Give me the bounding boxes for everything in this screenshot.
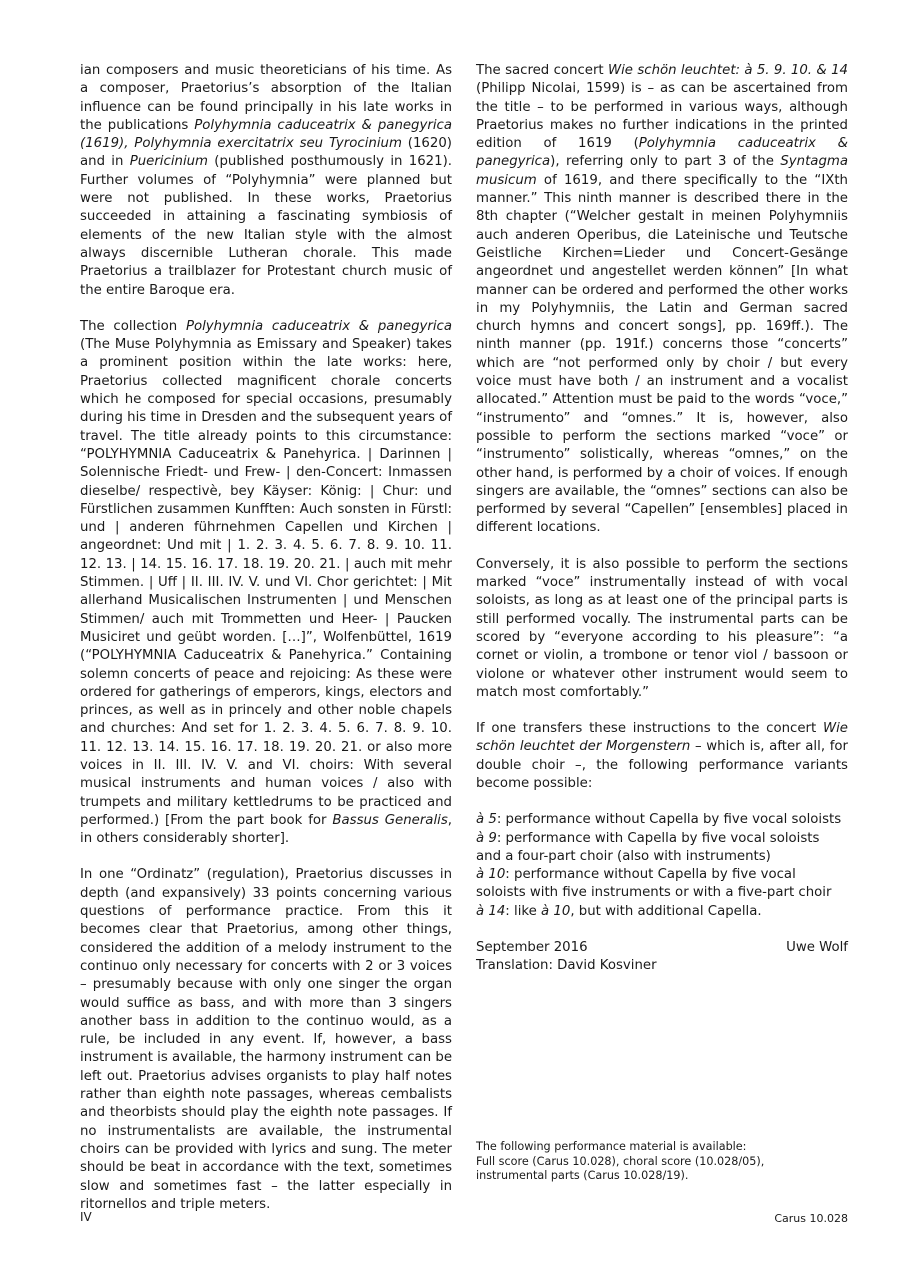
italic-text: Bassus Generalis (332, 812, 448, 828)
note-line: Full score (Carus 10.028), choral score (10.028/05), (476, 1154, 765, 1168)
text-run: The collection (80, 318, 186, 334)
text-run: In one “Ordinatz” (regulation), Praetorius discusses in depth (and expansively) 33 points concerning various questions of performance practice. From this it becomes clear that Praetorius, among other things, considered the addition of a melody instrument to the continuo only necessary for concerts with 2 or 3 voices – presumably because with only one singer the organ would suffice as bass, and with more than 3 singers another bass in addition to the continuo would, as a rule, be included in any event. If, however, a bass instrument is available, the harmony instrument can be left out. Praetorius advises organists to play half notes rather than eighth note passages, whereas cembalists and theorbists should play the eighth note passages. If no instrumentalists are available, the instrumental choirs can be provided with lyrics and sung. The meter should be beat in accordance with the text, sometimes slow and sometimes fast – the latter especially in ritornellos and triple meters. (80, 867, 452, 1212)
text-run: ian composers and music theoreticians of his time. As a composer, Praetorius’s absorption of the Italian influence can be found principally in his late works in the publications (80, 63, 452, 133)
text-run: , in others considerably shorter]. (80, 812, 453, 847)
date: September 2016 (476, 940, 588, 956)
text-run: – which is, after all, for double choir –, the following performance variants become possible: (476, 739, 848, 791)
italic-text: Syntagma musicum (476, 154, 848, 188)
catalog-number: Carus 10.028 (774, 1212, 848, 1225)
italic-text: Polyhymnia caduceatrix & panegyrica (185, 318, 452, 334)
text-run: : performance without Capella by five vocal soloists (496, 812, 842, 828)
italic-text: à 5 (476, 812, 497, 828)
note-line: instrumental parts (Carus 10.028/19). (476, 1169, 689, 1183)
paragraph (476, 556, 848, 702)
italic-text: à 9 (476, 830, 497, 846)
variant-item (476, 811, 848, 829)
italic-text: Polyhymnia caduceatrix & panegyrica (1619), Polyhymnia exercitatrix seu Tyrocinium (80, 117, 452, 152)
paragraph (80, 62, 452, 300)
paragraph (476, 720, 848, 793)
variant-list (476, 811, 848, 921)
variant-item (476, 830, 848, 867)
text-run: (Philipp Nicolai, 1599) is – as can be ascertained from the title – to be performed in various ways, although Praetorius makes no further indications in the printed edition of 1619 ( (476, 81, 848, 152)
paragraph (80, 866, 452, 1214)
italic-text: Wie schön leuchtet: à 5. 9. 10. & 14 (607, 63, 848, 78)
text-run: The sacred concert (476, 63, 608, 78)
variant-item (476, 903, 848, 921)
page-number: IV (80, 1210, 92, 1224)
text-run: , but with additional Capella. (570, 903, 762, 919)
text-run: of 1619, and there specifically to the “IXth manner.” This ninth manner is described there in the 8th chapter (“Welcher gestalt in meinen Polyhymniis auch anderen Operibus, die Lateinische und Teutsche Geistliche Kirchen=Lieder und Concert-Gesänge angeordnet und angestellet werden können” [In what manner can be ordered and performed the other works in my Polyhymniis, the Latin and German sacred church hymns and concert songs], pp. 169ff.). The ninth manner (pp. 191f.) concerns those “concerts” which are “not performed only by choir / but every voice must have both / an instrument and a vocalist allocated.” Attention must be paid to the words “voce,” “instrumento” and “omnes.” It is, however, also possible to perform the sections marked “voce” or “instrumento” solistically, whereas “omnes,” on the other hand, is performed by a choir of voices. If enough singers are available, the “omnes” sections can also be performed by several “Capellen” [ensembles] placed in different locations. (476, 172, 848, 536)
paragraph (476, 62, 848, 538)
note-line: The following performance material is available: (476, 1140, 747, 1153)
performance-material-note (476, 1140, 848, 1184)
italic-text: Puericinium (129, 154, 209, 170)
italic-text: Wie schön leuchtet der Morgenstern (476, 721, 848, 755)
author: Uwe Wolf (786, 940, 848, 956)
italic-text: à 10 (541, 903, 571, 919)
translator: Translation: David Kosviner (476, 958, 657, 974)
text-run: : performance without Capella by five vocal soloists with five instruments or with a five-part choir (476, 867, 832, 901)
variant-item (476, 866, 848, 903)
text-run: Conversely, it is also possible to perform the sections marked “voce” instrumentally instead of with vocal soloists, as long as at least one of the principal parts is still performed vocally. The instrumental parts can be scored by “everyone according to his pleasure”: “a cornet or violin, a trombone or tenor viol / bassoon or violone or whatever other instrument would seem to match most comfortably.” (476, 556, 848, 700)
right-column (476, 62, 848, 976)
text-run: : performance with Capella by five vocal soloists and a four-part choir (also with instruments) (476, 830, 820, 864)
text-run: (published posthumously in 1621). Further volumes of “Polyhymnia” were planned but were not published. In these works, Praetorius succeeded in attaining a fascinating symbiosis of elements of the new Italian style with the almost always discernible Lutheran chorale. This made Praetorius a trailblazer for Protestant church music of the entire Baroque era. (80, 154, 452, 298)
text-run: If one transfers these instructions to the concert (476, 721, 823, 737)
paragraph (80, 318, 452, 849)
text-run: ), referring only to part 3 of the (550, 154, 781, 170)
signature-line (476, 939, 848, 957)
italic-text: à 10 (476, 867, 506, 883)
text-run: (1620) and in (80, 136, 452, 170)
text-run: (The Muse Polyhymnia as Emissary and Speaker) takes a prominent position within the late works: here, Praetorius collected magnificent chorale concerts which he composed for special occasions, presumably during his time in Dresden and the subsequent years of travel. The title already points to this circumstance: “POLYHYMNIA Caduceatrix & Panehyrica. | Darinnen | Solennische Friedt- und Frew- | den-Concert: Inmassen dieselbe/ respectivè, bey Käyser: König: | Chur: und Fürstlichen zusammen Kunfften: Auch sonsten in Fürstl: und | anderen führnehmen Capellen und Kirchen | angeordnet: Und mit | 1. 2. 3. 4. 5. 6. 7. 8. 9. 10. 11. 12. 13. | 14. 15. 16. 17. 18. 19. 20. 21. | auch mit mehr Stimmen. | Uff | II. III. IV. V. und VI. Chor gerichtet: | Mit allerhand Musicalischen Instrumenten | und Menschen Stimmen/ auch mit Trommetten und Heer- | Paucken Musiciret und geübt worden. […]”, Wolfenbüttel, 1619 (“POLYHYMNIA Caduceatrix & Panehyrica.” Containing solemn concerts of peace and rejoicing: As these were ordered for gatherings of emperors, kings, electors and princes, as well as in princely and other noble chapels and churches: And set for 1. 2. 3. 4. 5. 6. 7. 8. 9. 10. 11. 12. 13. 14. 15. 16. 17. 18. 19. 20. 21. or also more voices in II. III. IV. V. and VI. choirs: With several musical instruments and human voices / also with trumpets and military kettledrums to be practiced and performed.) [From the part book for (80, 337, 452, 828)
left-column (80, 62, 452, 1232)
text-run: : like (505, 903, 542, 919)
italic-text: Polyhymnia caduceatrix & panegyrica (476, 136, 848, 170)
italic-text: à 14 (476, 903, 506, 919)
